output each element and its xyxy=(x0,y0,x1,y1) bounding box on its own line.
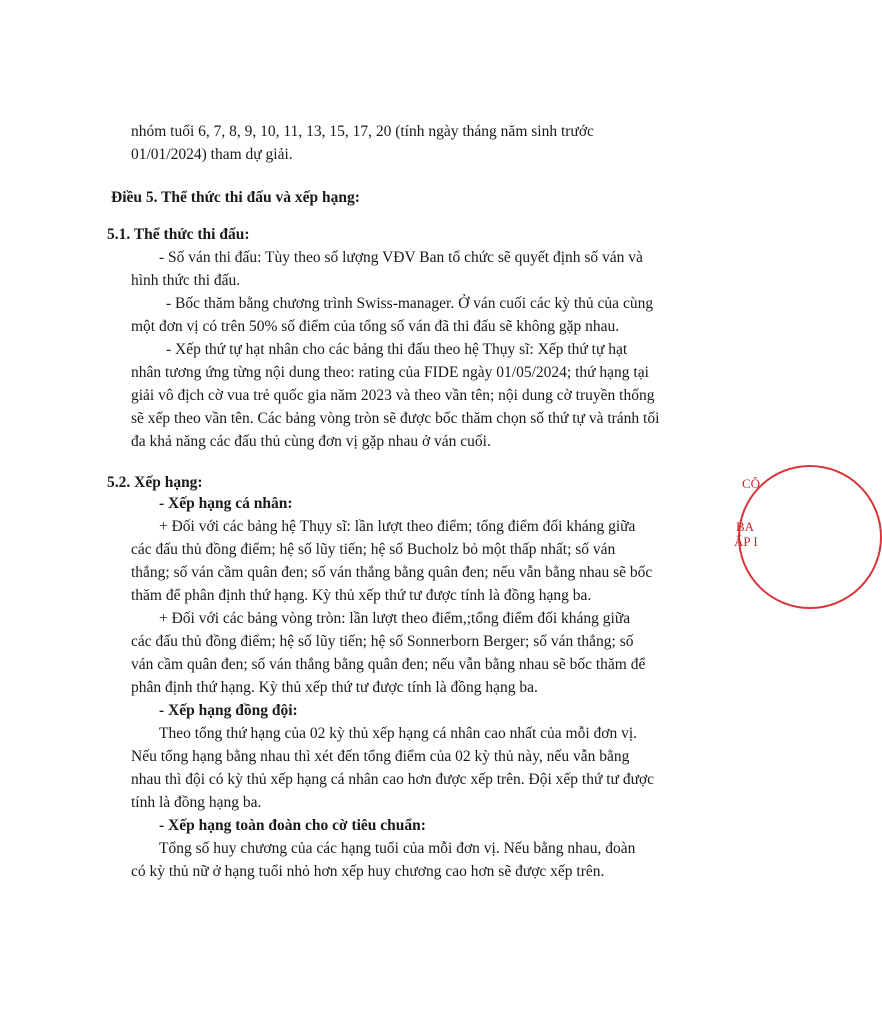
text-line: tính là đồng hạng ba. xyxy=(131,794,262,811)
section-heading: - Xếp hạng đồng đội: xyxy=(159,702,298,719)
text-line: thăm để phân định thứ hạng. Kỳ thủ xếp thứ tư được tính là đồng hạng ba. xyxy=(131,587,592,604)
red-seal-stamp xyxy=(728,465,761,615)
section-heading: - Xếp hạng cá nhân: xyxy=(159,495,293,512)
text-line: Nếu tổng hạng bằng nhau thì xét đến tổng điểm của 02 kỳ thủ này, nếu vẫn bằng xyxy=(131,748,630,765)
text-line: nhau thì đội có kỳ thủ xếp hạng cá nhân cao hơn được xếp trên. Đội xếp thứ tư được xyxy=(131,771,655,788)
text-line: Theo tổng thứ hạng của 02 kỳ thủ xếp hạng cá nhân cao nhất của mỗi đơn vị. xyxy=(159,725,638,742)
text-line: nhân tương ứng từng nội dung theo: rating của FIDE ngày 01/05/2024; thứ hạng tại xyxy=(131,364,649,381)
section-heading: Điều 5. Thể thức thi đấu và xếp hạng: xyxy=(111,189,360,206)
text-line: - Xếp thứ tự hạt nhân cho các bảng thi đấu theo hệ Thụy sĩ: Xếp thứ tự hạt xyxy=(166,341,628,358)
text-line: hình thức thi đấu. xyxy=(131,272,241,289)
text-line: + Đối với các bảng hệ Thụy sĩ: lần lượt theo điểm; tổng điểm đối kháng giữa xyxy=(159,518,636,535)
section-heading: 5.1. Thể thức thi đấu: xyxy=(107,226,250,243)
stamp-text-lower: ẤP I xyxy=(734,534,758,549)
text-line: 01/01/2024) tham dự giải. xyxy=(131,146,293,163)
text-line: ván cầm quân đen; số ván thắng bằng quân đen; nếu vẫn bằng nhau sẽ bốc thăm để xyxy=(131,656,646,673)
text-line: phân định thứ hạng. Kỳ thủ xếp thứ tư được tính là đồng hạng ba. xyxy=(131,679,538,696)
stamp-text-top: CÔ xyxy=(742,476,761,491)
text-line: nhóm tuổi 6, 7, 8, 9, 10, 11, 13, 15, 17, 20 (tính ngày tháng năm sinh trước xyxy=(131,123,594,140)
text-line: Tổng số huy chương của các hạng tuổi của mỗi đơn vị. Nếu bằng nhau, đoàn xyxy=(159,840,636,857)
text-line: - Bốc thăm bằng chương trình Swiss-manager. Ở ván cuối các kỳ thủ của cùng xyxy=(166,295,654,312)
section-heading: - Xếp hạng toàn đoàn cho cờ tiêu chuẩn: xyxy=(159,817,426,834)
text-line: giải vô địch cờ vua trẻ quốc gia năm 2023 và theo vần tên; nội dung cờ truyền thống xyxy=(131,387,655,404)
text-line: các đấu thủ đồng điểm; hệ số lũy tiến; hệ số Bucholz bỏ một thấp nhất; số ván xyxy=(131,541,616,558)
text-line: có kỳ thủ nữ ở hạng tuổi nhỏ hơn xếp huy chương cao hơn sẽ được xếp trên. xyxy=(131,863,605,880)
stamp-text-middle: BA xyxy=(736,519,755,534)
section-heading: 5.2. Xếp hạng: xyxy=(107,474,203,491)
text-line: + Đối với các bảng vòng tròn: lần lượt theo điểm,;tổng điểm đối kháng giữa xyxy=(159,610,631,627)
text-line: sẽ xếp theo vần tên. Các bảng vòng tròn sẽ được bốc thăm chọn số thứ tự và tránh tối xyxy=(131,410,660,427)
text-line: thắng; số ván cầm quân đen; số ván thắng bằng quân đen; nếu vẫn bằng nhau sẽ bốc xyxy=(131,564,653,581)
text-line: - Số ván thi đấu: Tùy theo số lượng VĐV Ban tổ chức sẽ quyết định số ván và xyxy=(159,249,643,266)
text-line: đa khả năng các đấu thủ cùng đơn vị gặp nhau ở ván cuối. xyxy=(131,433,491,450)
text-line: các đấu thủ đồng điểm; hệ số lũy tiến; hệ số Sonnerborn Berger; số ván thắng; số xyxy=(131,633,634,650)
text-line: một đơn vị có trên 50% số điểm của tổng số ván đã thi đấu sẽ không gặp nhau. xyxy=(131,318,620,335)
